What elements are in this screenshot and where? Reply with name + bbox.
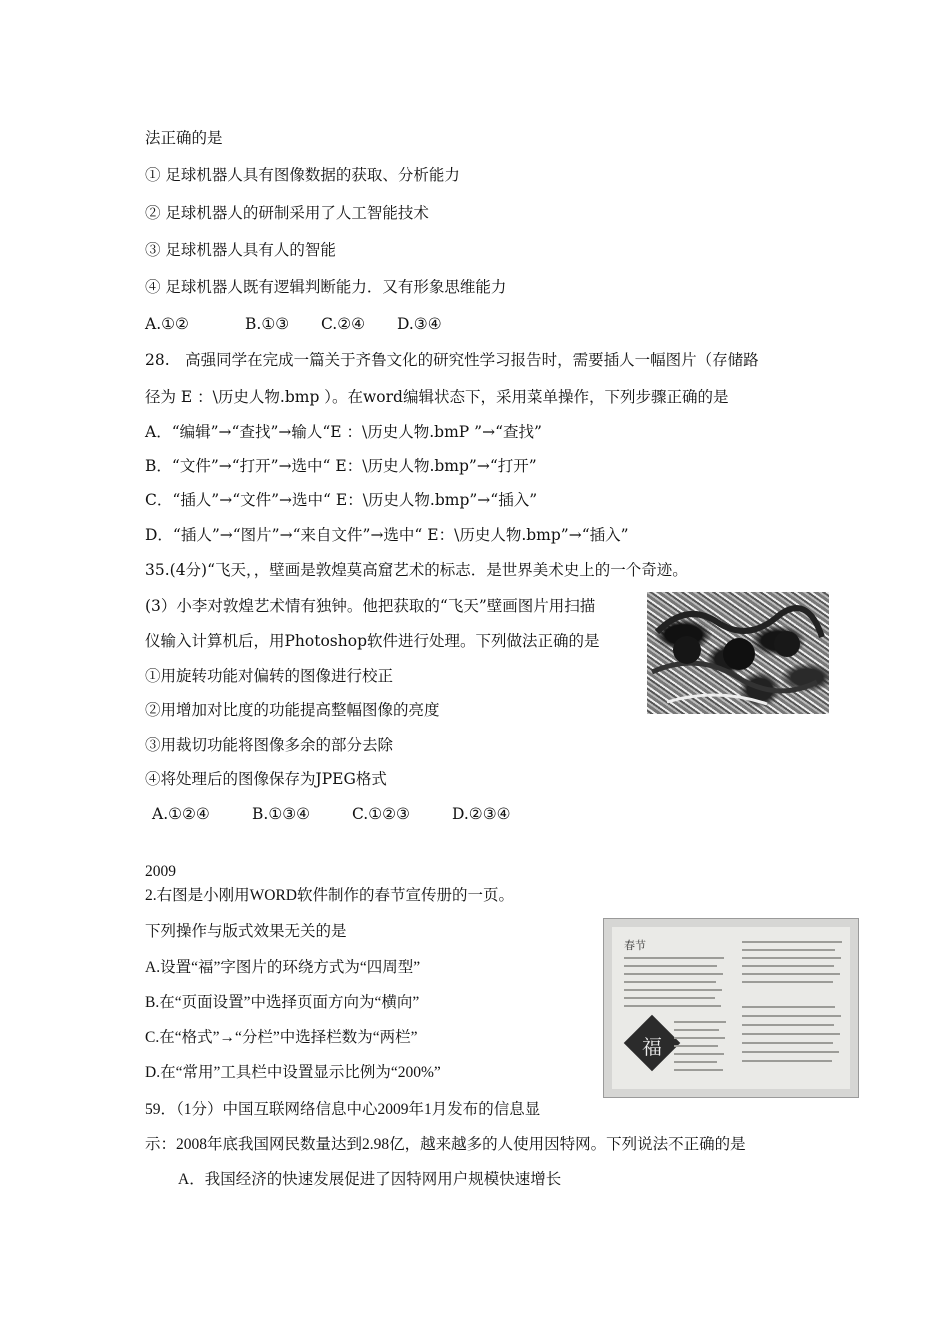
spring-festival-leaflet-image: [603, 918, 859, 1098]
leaflet-text-line: [742, 1033, 840, 1035]
year-heading: 2009: [145, 863, 176, 880]
leaflet-text-line: [742, 1042, 833, 1044]
option-a: A．“编辑”→“查找”→输人“E ：\历史人物.bmP ”→“查找”: [145, 423, 542, 441]
options-row: [145, 314, 442, 334]
feitian-mural-image: [647, 592, 829, 714]
option-c: C.在“格式”→“分栏”中选择栏数为“两栏”: [145, 1029, 418, 1046]
leaflet-text-line: [674, 1021, 726, 1023]
leaflet-text-line: [624, 989, 722, 991]
text-line: ②用增加对比度的功能提高整幅图像的亮度: [145, 701, 440, 719]
leaflet-text-line: [742, 973, 840, 975]
options-row: [152, 804, 511, 824]
leaflet-text-line: [742, 1024, 834, 1026]
leaflet-text-line: [742, 941, 842, 943]
text-line: ①用旋转功能对偏转的图像进行校正: [145, 667, 394, 685]
option-b: B．“文件”→“打开”→选中“ E：\历史人物.bmp”→“打开”: [145, 457, 537, 475]
leaflet-text-line: [742, 981, 833, 983]
leaflet-text-line: [674, 1045, 718, 1047]
question-28: 28. 高强同学在完成一篇关于齐鲁文化的研究性学习报告时，需要插人一幅图片（存储路: [145, 351, 759, 369]
question-59: 59．（1分）中国互联网络信息中心2009年1月发布的信息显: [145, 1101, 541, 1118]
leaflet-text-line: [674, 1037, 725, 1039]
leaflet-text-line: [624, 997, 715, 999]
option-a: A.①②④: [152, 805, 210, 823]
option-a: A.①②: [145, 315, 189, 333]
leaflet-text-line: [742, 1006, 835, 1008]
question-35: 35.(4分)“飞天，，壁画是敦煌莫高窟艺术的标志．是世界美术史上的一个奇迹。: [145, 561, 688, 579]
text-line: 下列操作与版式效果无关的是: [145, 923, 347, 940]
leaflet-text-line: [674, 1029, 719, 1031]
leaflet-text-line: [624, 965, 717, 967]
leaflet-text-line: [624, 957, 724, 959]
option-d: D．“插人”→“图片”→“来自文件”→选中“ E：\历史人物.bmp”→“插入”: [145, 526, 629, 544]
option-a: A.设置“福”字图片的环绕方式为“四周型”: [145, 959, 421, 976]
leaflet-text-line: [674, 1053, 724, 1055]
option-d: D.②③④: [452, 805, 511, 823]
leaflet-text-line: [742, 1060, 832, 1062]
text-line: 仪输入计算机后，用Photoshop软件进行处理。下列做法正确的是: [145, 632, 600, 650]
option-c: C.②④: [321, 315, 366, 333]
text-line: ④将处理后的图像保存为JPEG格式: [145, 770, 387, 788]
text-line: 法正确的是: [145, 129, 223, 147]
text-line: 示：2008年底我国网民数量达到2.98亿，越来越多的人使用因特网。下列说法不正确的是: [145, 1136, 746, 1153]
fu-character: 福: [642, 1035, 662, 1059]
text-line: 径为 E ：\历史人物.bmp ）。在word编辑状态下，采用菜单操作，下列步骤正确的是: [145, 388, 729, 406]
leaflet-text-line: [742, 957, 841, 959]
option-b: B.在“页面设置”中选择页面方向为“横向”: [145, 994, 420, 1011]
leaflet-text-line: [624, 973, 723, 975]
leaflet-text-line: [624, 981, 716, 983]
option-d: D.③④: [397, 315, 442, 333]
option-c: C．“插人”→“文件”→选中“ E：\历史人物.bmp”→“插入”: [145, 491, 538, 509]
option-d: D.在“常用”工具栏中设置显示比例为“200%”: [145, 1064, 441, 1081]
leaflet-text-line: [674, 1061, 717, 1063]
text-line: (3）小李对敦煌艺术情有独钟。他把获取的“飞天”壁画图片用扫描: [145, 597, 596, 615]
leaflet-text-line: [742, 949, 835, 951]
leaflet-text-line: [674, 1069, 723, 1071]
text-line: ③ 足球机器人具有人的智能: [145, 241, 336, 259]
leaflet-title: 春节: [624, 939, 646, 952]
text-line: ① 足球机器人具有图像数据的获取、分析能力: [145, 166, 460, 184]
leaflet-page: [612, 927, 850, 1089]
option-c: C.①②③: [352, 805, 410, 823]
text-line: ③用裁切功能将图像多余的部分去除: [145, 736, 394, 754]
leaflet-text-line: [624, 1005, 721, 1007]
text-line: ② 足球机器人的研制采用了人工智能技术: [145, 204, 429, 222]
option-b: B.①③: [245, 315, 290, 333]
option-a: A．我国经济的快速发展促进了因特网用户规模快速增长: [178, 1171, 562, 1188]
question-2: 2.右图是小刚用WORD软件制作的春节宣传册的一页。: [145, 887, 514, 904]
leaflet-text-line: [742, 965, 834, 967]
leaflet-text-line: [742, 1015, 841, 1017]
option-b: B.①③④: [252, 805, 311, 823]
text-line: ④ 足球机器人既有逻辑判断能力．又有形象思维能力: [145, 278, 507, 296]
leaflet-text-line: [742, 1051, 839, 1053]
